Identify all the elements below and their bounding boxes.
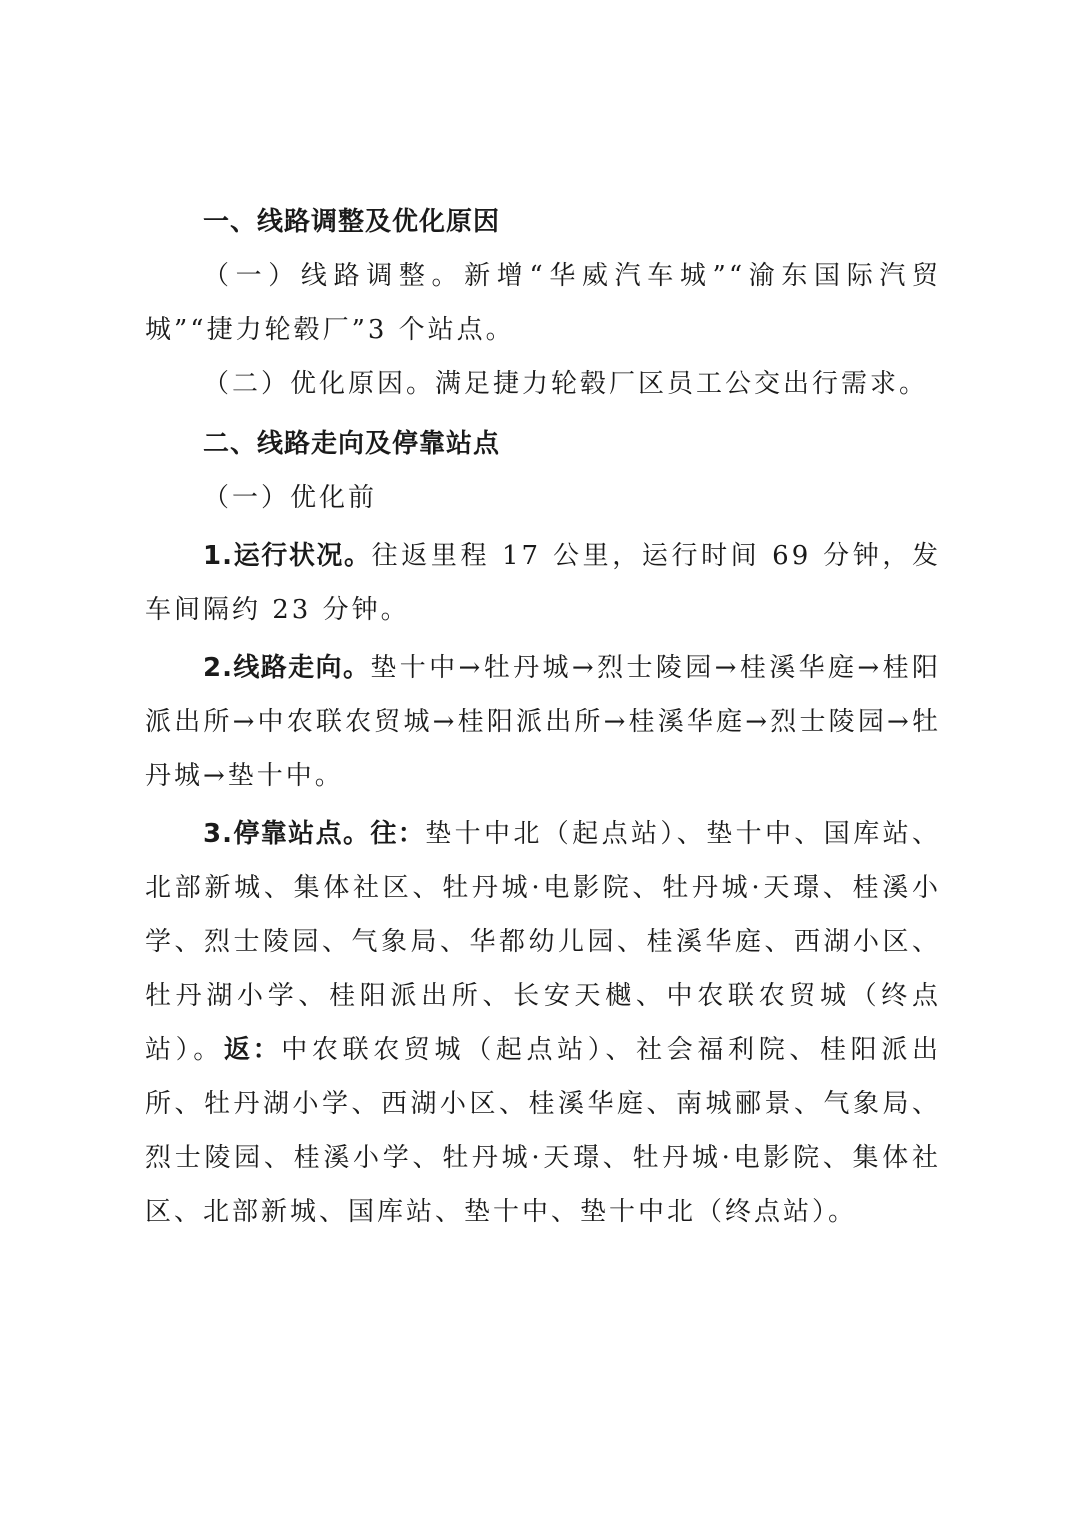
stops-lead: 3.停靠站点。 bbox=[203, 819, 371, 849]
route-direction-text: 垫十中→牡丹城→烈士陵园→桂溪华庭→桂阳派出所→中农联农贸城→桂阳派出所→桂溪华庭→烈士陵园→牡丹城→垫十中。 bbox=[145, 653, 941, 791]
optimization-reason-paragraph: （二）优化原因。满足捷力轮毂厂区员工公交出行需求。 bbox=[203, 369, 929, 399]
stops-paragraph bbox=[145, 807, 941, 1239]
route-direction-paragraph bbox=[145, 641, 941, 803]
return-stops: 中农联农贸城（起点站）、社会福利院、桂阳派出所、牡丹湖小学、西湖小区、桂溪华庭、南城郦景、气象局、烈士陵园、桂溪小学、牡丹城·天璟、牡丹城·电影院、集体社区、北部新城、国库站、垫十中、垫十中北（终点站）。 bbox=[145, 1035, 941, 1227]
operation-status-lead: 1.运行状况。 bbox=[203, 541, 372, 571]
section-heading-1: 一、线路调整及优化原因 bbox=[203, 207, 501, 237]
outbound-label: 往： bbox=[370, 819, 426, 849]
operation-status-text: 往返里程 17 公里，运行时间 69 分钟，发车间隔约 23 分钟。 bbox=[145, 541, 941, 625]
route-adjustment-paragraph: （一）线路调整。新增“华威汽车城”“渝东国际汽贸城”“捷力轮毂厂”3 个站点。 bbox=[145, 261, 941, 345]
outbound-stops: 垫十中北（起点站）、垫十中、国库站、北部新城、集体社区、牡丹城·电影院、牡丹城·天璟、桂溪小学、烈士陵园、气象局、华都幼儿园、桂溪华庭、西湖小区、牡丹湖小学、桂阳派出所、长安天樾、中农联农贸城（终点站）。 bbox=[145, 819, 941, 1065]
subsection-before-optimization: （一）优化前 bbox=[203, 483, 378, 513]
return-label: 返： bbox=[223, 1035, 282, 1065]
route-direction-lead: 2.线路走向。 bbox=[203, 653, 371, 683]
document-page bbox=[145, 195, 941, 1239]
operation-status-paragraph bbox=[145, 529, 941, 637]
section-heading-2: 二、线路走向及停靠站点 bbox=[203, 429, 501, 459]
